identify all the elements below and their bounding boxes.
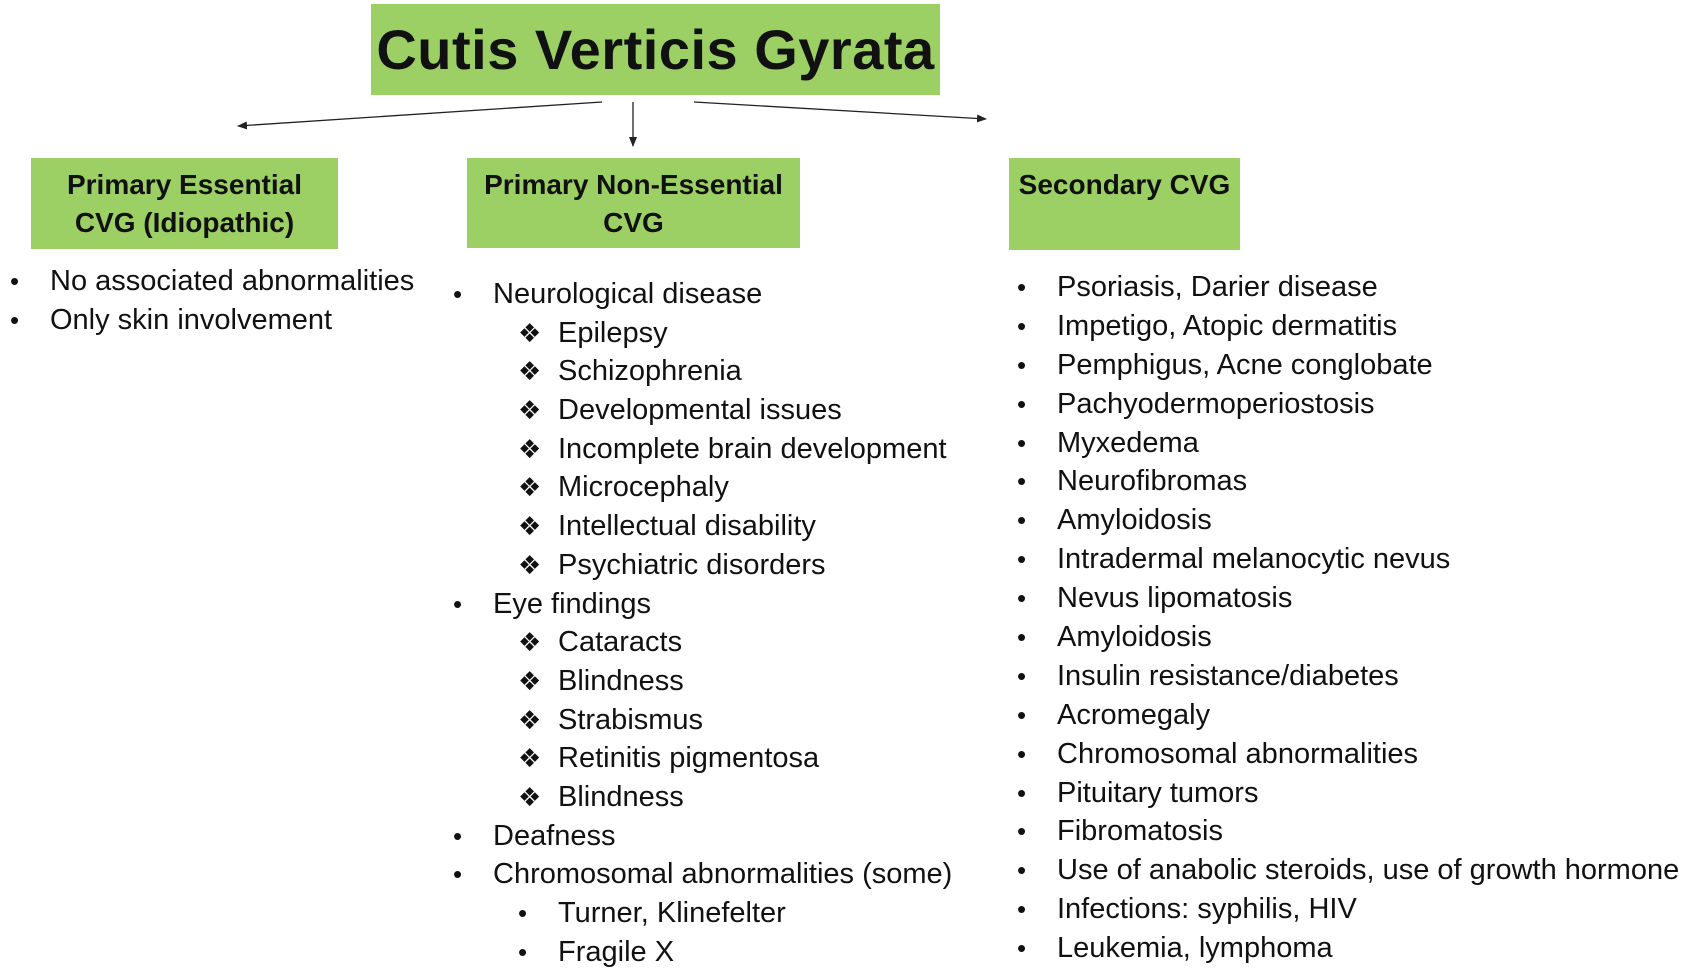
diamond-bullet-icon: ❖ (518, 433, 542, 464)
diamond-bullet-icon: ❖ (518, 511, 542, 542)
list-item-text: Fragile X (558, 935, 675, 968)
list-item (1017, 851, 1702, 890)
list-subitem (453, 314, 993, 353)
diagram-title: Cutis Verticis Gyrata (376, 18, 935, 81)
list-item-text: Epilepsy (558, 316, 668, 349)
list-item (10, 301, 430, 340)
list-item-text: Myxedema (1057, 426, 1199, 459)
bullet-icon: • (1017, 894, 1027, 925)
category-label-line1: Primary Non-Essential (484, 169, 783, 200)
list-item-text: Cataracts (558, 626, 683, 659)
list-item (1017, 385, 1702, 424)
category-box-secondary (1009, 158, 1240, 250)
list-item-text: Retinitis pigmentosa (558, 742, 820, 775)
list-item-text: Fibromatosis (1057, 815, 1223, 848)
category-label-line2: CVG (Idiopathic) (74, 207, 295, 238)
list-item-text: Blindness (558, 664, 684, 697)
list-item-text: Schizophrenia (558, 355, 742, 388)
list-subitem (453, 430, 993, 469)
bullet-icon: • (453, 279, 463, 309)
list-subitem (453, 933, 993, 971)
list-item-text: No associated abnormalities (50, 265, 415, 297)
list-item-text: Only skin involvement (50, 303, 333, 336)
bullet-icon: • (453, 859, 463, 890)
list-item-text: Amyloidosis (1057, 504, 1212, 537)
list-item (1017, 929, 1702, 968)
bullet-icon: • (453, 588, 463, 619)
list-subitem (453, 468, 993, 507)
bullet-icon: • (10, 304, 20, 335)
list-subitem (453, 507, 993, 546)
list-item (453, 275, 993, 314)
arrow-to-primary-essential (238, 102, 602, 126)
list-item (1017, 268, 1702, 307)
list-item (453, 855, 993, 894)
diamond-bullet-icon: ❖ (518, 704, 542, 735)
bullet-icon: • (1017, 660, 1027, 691)
diamond-bullet-icon: ❖ (518, 472, 542, 503)
list-item-text: Chromosomal abnormalities (1057, 737, 1419, 770)
list-item (1017, 462, 1702, 501)
diamond-bullet-icon: ❖ (518, 665, 542, 696)
list-subitem (453, 662, 993, 701)
bullet-icon: • (453, 820, 463, 851)
list-item-text: Intradermal melanocytic nevus (1057, 543, 1451, 576)
list-item (1017, 812, 1702, 851)
bullet-icon: • (1017, 777, 1027, 808)
bullet-icon: • (1017, 388, 1027, 419)
bullet-icon: • (1017, 738, 1027, 769)
bullet-icon: • (518, 898, 528, 928)
list-item-text: Acromegaly (1057, 698, 1211, 731)
list-item-text: Insulin resistance/diabetes (1057, 659, 1399, 692)
list-item (1017, 618, 1702, 657)
bullet-icon: • (1017, 272, 1027, 302)
list-subitem (453, 739, 993, 778)
list-subitem (453, 701, 993, 740)
list-item (10, 262, 430, 301)
list-item-text: Strabismus (558, 703, 704, 736)
list-item (1017, 346, 1702, 385)
list-item-text: Incomplete brain development (558, 432, 947, 465)
list-item-text: Pachyodermoperiostosis (1057, 387, 1375, 420)
category-label-line2: CVG (603, 207, 664, 238)
bullet-icon: • (1017, 699, 1027, 730)
diamond-bullet-icon: ❖ (518, 627, 542, 658)
list-item-text: Turner, Klinefelter (558, 897, 786, 929)
list-item-text: Blindness (558, 780, 684, 813)
list-subitem (453, 778, 993, 817)
primary-nonessential-list (453, 275, 993, 971)
list-item-text: Infections: syphilis, HIV (1057, 893, 1357, 926)
category-box-primary-essential (31, 158, 338, 249)
bullet-icon: • (10, 266, 20, 296)
list-item-text: Pemphigus, Acne conglobate (1057, 348, 1433, 381)
list-item-text: Deafness (493, 819, 616, 852)
list-item-text: Chromosomal abnormalities (some) (493, 858, 953, 891)
list-item-text: Psychiatric disorders (558, 548, 826, 581)
list-subitem (453, 546, 993, 585)
bullet-icon: • (1017, 933, 1027, 964)
list-subitem (453, 894, 993, 933)
list-item-text: Intellectual disability (558, 510, 816, 543)
title-box (371, 4, 940, 95)
diamond-bullet-icon: ❖ (518, 549, 542, 580)
arrow-to-secondary (694, 102, 986, 119)
list-item-text: Psoriasis, Darier disease (1057, 271, 1378, 303)
list-item (1017, 696, 1702, 735)
list-item-text: Leukemia, lymphoma (1057, 932, 1333, 965)
list-item (1017, 307, 1702, 346)
list-item (1017, 774, 1702, 813)
list-subitem (453, 623, 993, 662)
list-item (1017, 424, 1702, 463)
list-item-text: Pituitary tumors (1057, 776, 1259, 809)
list-item (1017, 890, 1702, 929)
bullet-icon: • (1017, 855, 1027, 886)
bullet-icon: • (1017, 544, 1027, 575)
bullet-icon: • (1017, 310, 1027, 341)
diamond-bullet-icon: ❖ (518, 356, 542, 387)
bullet-icon: • (1017, 466, 1027, 497)
list-item (453, 817, 993, 856)
bullet-icon: • (518, 936, 528, 967)
diamond-bullet-icon: ❖ (518, 743, 542, 774)
list-item-text: Impetigo, Atopic dermatitis (1057, 309, 1398, 342)
list-item (1017, 579, 1702, 618)
list-item-text: Neurofibromas (1057, 465, 1248, 498)
list-item (1017, 735, 1702, 774)
list-item-text: Use of anabolic steroids, use of growth hormone (1057, 854, 1680, 887)
list-item-text: Developmental issues (558, 394, 842, 427)
primary-essential-list (10, 262, 430, 339)
diamond-bullet-icon: ❖ (518, 781, 542, 812)
secondary-list (1017, 268, 1702, 968)
list-item-text: Nevus lipomatosis (1057, 582, 1293, 615)
list-subitem (453, 352, 993, 391)
list-item-text: Eye findings (493, 587, 651, 620)
bullet-icon: • (1017, 622, 1027, 653)
bullet-icon: • (1017, 505, 1027, 536)
list-item (453, 585, 993, 624)
category-box-primary-nonessential (467, 158, 800, 248)
list-item-text: Amyloidosis (1057, 621, 1212, 654)
list-item (1017, 657, 1702, 696)
category-label-line1: Secondary CVG (1018, 169, 1231, 200)
list-item (1017, 540, 1702, 579)
category-label-line1: Primary Essential (66, 169, 303, 200)
list-subitem (453, 391, 993, 430)
diamond-bullet-icon: ❖ (518, 317, 542, 348)
bullet-icon: • (1017, 583, 1027, 614)
list-item (1017, 501, 1702, 540)
bullet-icon: • (1017, 349, 1027, 380)
diamond-bullet-icon: ❖ (518, 395, 542, 426)
bullet-icon: • (1017, 816, 1027, 847)
bullet-icon: • (1017, 427, 1027, 458)
list-item-text: Microcephaly (558, 471, 729, 504)
list-item-text: Neurological disease (493, 278, 763, 310)
